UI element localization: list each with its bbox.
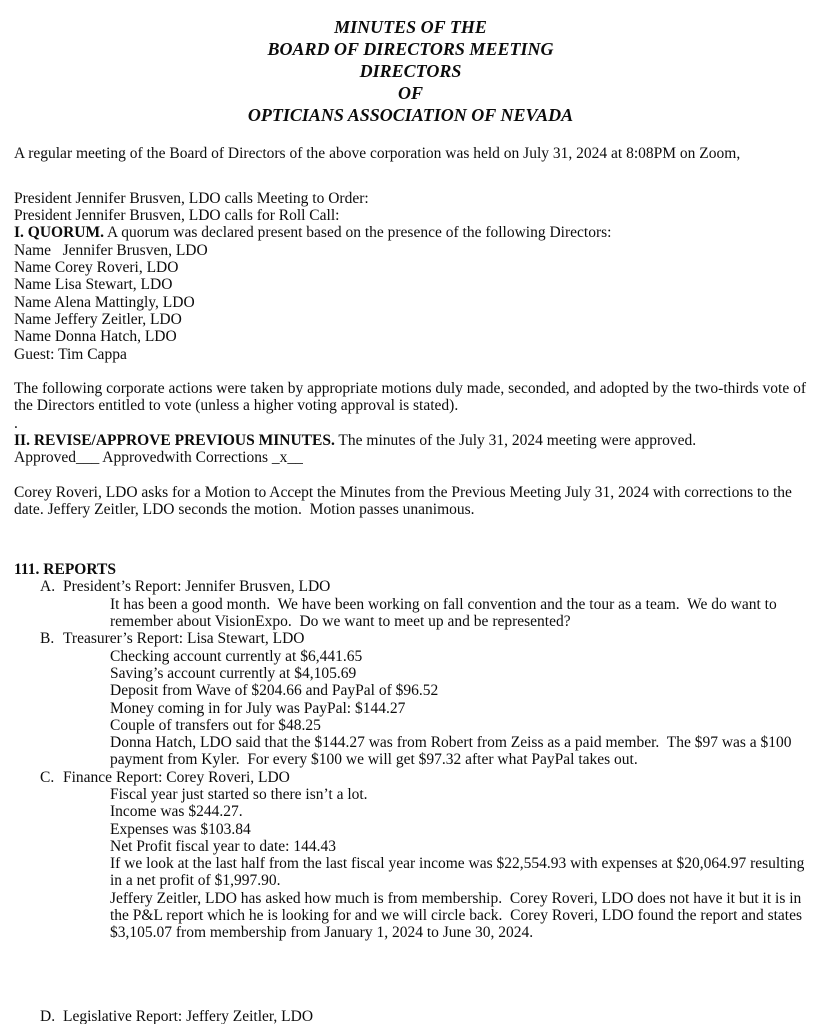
report-body-paragraph: Expenses was $103.84 — [110, 820, 251, 838]
report-body-paragraph: Net Profit fiscal year to date: 144.43 — [110, 837, 336, 855]
report-item-label: A. — [40, 578, 56, 596]
spacer — [14, 180, 807, 190]
report-item-presidents-report — [14, 578, 807, 630]
report-item-heading — [14, 578, 807, 595]
report-item-label: B. — [40, 630, 55, 648]
report-item-title: Treasurer’s Report: Lisa Stewart, LDO — [63, 630, 305, 648]
title-line: OF — [397, 83, 423, 103]
title-line: MINUTES OF THE — [334, 17, 487, 37]
call-to-order-line: President Jennifer Brusven, LDO calls Meeting to Order: — [14, 189, 369, 207]
corporate-actions-paragraph: The following corporate actions were taken by appropriate motions duly made, seconded, and adopted by the two-thirds vote of the Directors entitled to vote (unless a higher voting approval is stated). — [14, 380, 810, 415]
title-line: OPTICIANS ASSOCIATION OF NEVADA — [247, 105, 574, 125]
approval-status-line: Approved___ Approvedwith Corrections _x__ — [14, 449, 303, 467]
spacer — [14, 163, 807, 180]
reports-heading: 111. REPORTS — [14, 561, 116, 579]
attendee-line: Name Corey Roveri, LDO — [14, 259, 179, 277]
guest-line: Guest: Tim Cappa — [14, 345, 127, 363]
title-line: BOARD OF DIRECTORS MEETING — [267, 39, 554, 59]
report-item-title: Finance Report: Corey Roveri, LDO — [63, 768, 290, 786]
report-item-heading — [14, 630, 807, 647]
report-body-paragraph: Jeffery Zeitler, LDO has asked how much is from membership. Corey Roveri, LDO does not have it but it is in the P&L report which he is looking for and we will circle back. Corey Roveri, LDO found the report and states $3,105.07 from membership from January 1, 2024 to June 30, 2024. — [110, 889, 806, 942]
report-body-paragraph: Couple of transfers out for $48.25 — [110, 716, 321, 734]
previous-minutes-line — [14, 432, 807, 449]
roll-call-line: President Jennifer Brusven, LDO calls for Roll Call: — [14, 207, 340, 225]
spacer — [14, 519, 807, 536]
attendee-line: Name Jennifer Brusven, LDO — [14, 241, 208, 259]
quorum-heading: I. QUORUM. — [14, 224, 104, 242]
report-item-treasurers-report — [14, 630, 807, 768]
previous-minutes-text: The minutes of the July 31, 2024 meeting were approved. — [334, 432, 697, 450]
intro-paragraph: A regular meeting of the Board of Directors of the above corporation was held on July 31, 2024 at 8:08PM on Zoom, — [14, 145, 741, 163]
report-body-paragraph: Donna Hatch, LDO said that the $144.27 was from Robert from Zeiss as a paid member. The $97 was a $100 payment from Kyler. For every $100 we will get $97.32 after what PayPal takes out. — [110, 734, 796, 769]
report-body-paragraph: Saving’s account currently at $4,105.69 — [110, 664, 357, 682]
report-body-paragraph: Fiscal year just started so there isn’t a lot. — [110, 785, 368, 803]
motion-paragraph: Corey Roveri, LDO asks for a Motion to Accept the Minutes from the Previous Meeting July 31, 2024 with corrections to the date. Jeffery Zeitler, LDO seconds the motion. Motion passes unanimous. — [14, 483, 796, 519]
spacer — [14, 363, 807, 380]
report-body-paragraph: Checking account currently at $6,441.65 — [110, 647, 363, 665]
spacer — [14, 536, 807, 553]
report-item-title: President’s Report: Jennifer Brusven, LDO — [63, 578, 331, 596]
attendee-line: Name Jeffery Zeitler, LDO — [14, 310, 182, 328]
attendee-line: Name Lisa Stewart, LDO — [14, 276, 173, 294]
report-body-paragraph: Money coming in for July was PayPal: $144.27 — [110, 699, 406, 717]
attendee-line: Name Alena Mattingly, LDO — [14, 293, 195, 311]
report-item-label: D. — [40, 1007, 56, 1024]
report-body-paragraph: It has been a good month. We have been working on fall convention and the tour as a team. We do want to remember about VisionExpo. Do we want to meet up and be represented? — [110, 595, 781, 631]
quorum-line — [14, 224, 807, 241]
report-item-heading — [14, 769, 807, 786]
title-line: DIRECTORS — [359, 61, 462, 81]
report-item-label: C. — [40, 768, 55, 786]
quorum-text: A quorum was declared present based on the presence of the following Directors: — [103, 224, 612, 242]
report-body-paragraph: Deposit from Wave of $204.66 and PayPal of $96.52 — [110, 682, 439, 700]
previous-minutes-heading: II. REVISE/APPROVE PREVIOUS MINUTES. — [14, 432, 335, 450]
stray-period: . — [14, 414, 18, 432]
spacer — [14, 553, 807, 561]
report-body-paragraph: Income was $244.27. — [110, 803, 243, 821]
spacer — [14, 467, 807, 484]
attendee-line: Name Donna Hatch, LDO — [14, 328, 177, 346]
report-item-legislative-report — [14, 1008, 807, 1024]
spacer — [14, 942, 807, 1008]
report-body-paragraph: If we look at the last half from the last fiscal year income was $22,554.93 with expenses at $20,064.97 resulting in a net profit of $1,997.90. — [110, 855, 809, 890]
document-title — [14, 16, 807, 126]
spacer — [14, 128, 807, 145]
report-item-title: Legislative Report: Jeffery Zeitler, LDO — [63, 1007, 314, 1024]
report-item-heading — [14, 1008, 807, 1024]
report-item-finance-report — [14, 769, 807, 942]
